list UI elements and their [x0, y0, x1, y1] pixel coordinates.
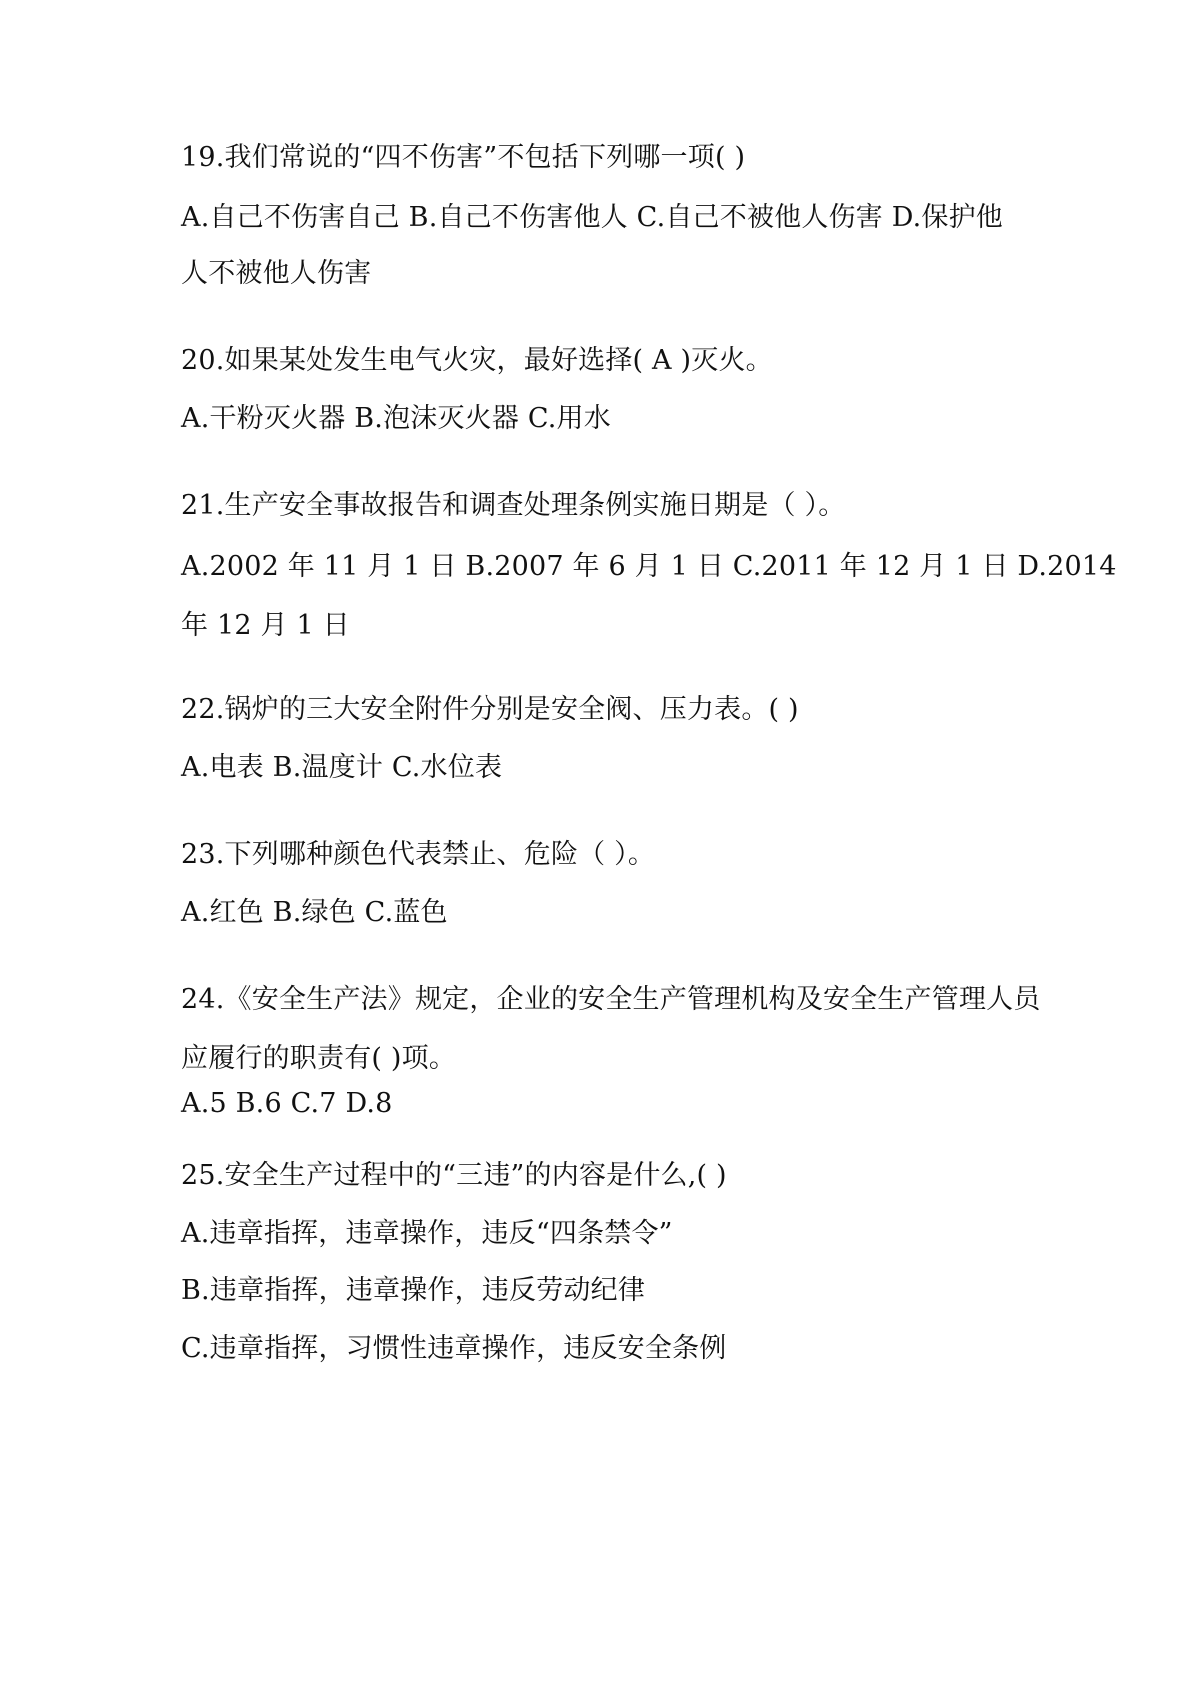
- question-25-option-b: B.违章指挥，违章操作，违反劳动纪律: [181, 1275, 646, 1306]
- question-23-options: A.红色 B.绿色 C.蓝色: [181, 897, 448, 928]
- question-25-option-a: A.违章指挥，违章操作，违反“四条禁令”: [181, 1218, 673, 1249]
- question-24-stem: 24.《安全生产法》规定，企业的安全生产管理机构及安全生产管理人员: [181, 984, 1041, 1015]
- question-25-stem: 25.安全生产过程中的“三违”的内容是什么,( ): [181, 1160, 727, 1191]
- question-25-option-c: C.违章指挥，习惯性违章操作，违反安全条例: [181, 1333, 727, 1364]
- question-21-stem: 21.生产安全事故报告和调查处理条例实施日期是（ ）。: [181, 490, 846, 521]
- question-19-stem: 19.我们常说的“四不伤害”不包括下列哪一项( ): [181, 142, 746, 173]
- question-24-options: A.5 B.6 C.7 D.8: [181, 1088, 393, 1119]
- question-22-options: A.电表 B.温度计 C.水位表: [181, 752, 503, 783]
- question-20-stem: 20.如果某处发生电气火灾，最好选择( A )灭火。: [181, 345, 773, 376]
- question-19-options: A.自己不伤害自己 B.自己不伤害他人 C.自己不被他人伤害 D.保护他: [181, 202, 1003, 233]
- question-20-options: A.干粉灭火器 B.泡沫灭火器 C.用水: [181, 403, 611, 434]
- question-22-stem: 22.锅炉的三大安全附件分别是安全阀、压力表。( ): [181, 694, 799, 725]
- question-19-options-continued: 人不被他人伤害: [181, 258, 372, 289]
- question-23-stem: 23.下列哪种颜色代表禁止、危险（ ）。: [181, 839, 656, 870]
- question-21-options: A.2002 年 11 月 1 日 B.2007 年 6 月 1 日 C.2011 年 12 月 1 日 D.2014: [181, 551, 1117, 582]
- question-21-options-continued: 年 12 月 1 日: [181, 610, 350, 641]
- question-24-stem-continued: 应履行的职责有( )项。: [181, 1043, 457, 1074]
